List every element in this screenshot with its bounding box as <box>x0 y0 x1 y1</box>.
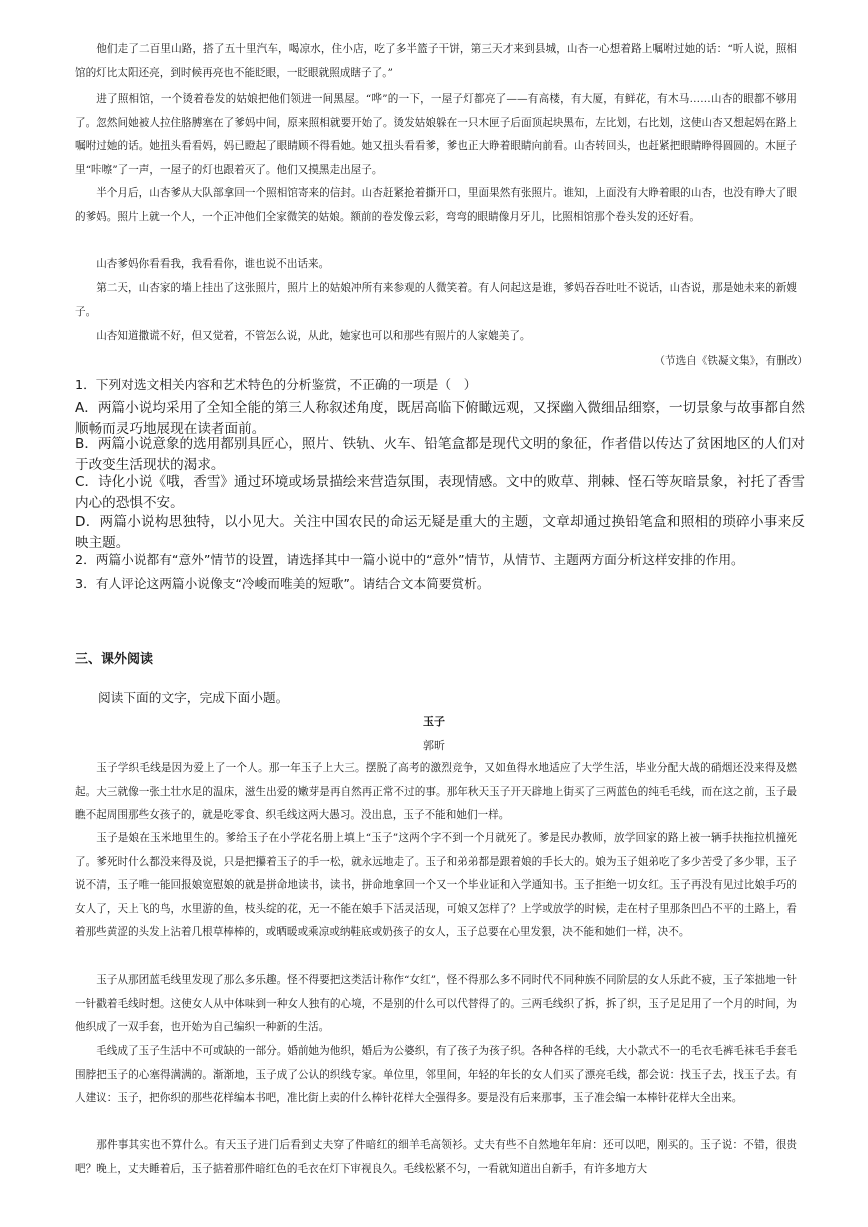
option-d: D．两篇小说构思独特，以小见大。关注中国农民的命运无疑是重大的主题，文章却通过换铅笔盒和照相的琐碎小事来反映主题。 <box>75 514 805 551</box>
passage1-paragraph-5: 第二天，山杏家的墙上挂出了这张照片，照片上的姑娘冲所有来参观的人微笑着。有人问起这是谁，爹妈吞吞吐吐不说话，山杏说，那是她未来的新嫂子。 <box>75 282 797 318</box>
passage1-paragraph-4: 山杏爹妈你看看我，我看看你，谁也说不出话来。 <box>96 258 330 270</box>
option-c: C．诗化小说《哦，香雪》通过环境或场景描绘来营造氛围，表现情感。文中的败草、荆棘、怪石等灰暗景象，衬托了香雪内心的恐惧不安。 <box>75 474 805 511</box>
story-title: 玉子 <box>423 715 445 728</box>
passage2-paragraph-5: 那件事其实也不算什么。有天玉子进门后看到丈夫穿了件暗红的细羊毛高领衫。丈夫有些不自然地年年肩：还可以吧，刚买的。玉子说：不错，很贵吧？晚上，丈夫睡着后，玉子掂着那件暗红色的毛衣在灯下审视良久。毛线松紧不匀，一看就知道出自新手，有许多地方大 <box>75 1139 797 1175</box>
option-b: B．两篇小说意象的选用都别具匠心，照片、铁轨、火车、铅笔盒都是现代文明的象征，作者借以传达了贫困地区的人们对于改变生活现状的渴求。 <box>75 436 805 473</box>
passage1-paragraph-2: 进了照相馆，一个烫着卷发的姑娘把他们领进一间黑屋。“哗”的一下，一屋子灯都亮了——有高楼，有大厦，有鲜花，有木马……山杏的眼都不够用了。忽然间她被人拉住胳膊塞在了爹妈中间，原来照相就要开始了。烫发姑娘躲在一只木匣子后面顶起块黑布，左比划，右比划，这使山杏又想起妈在路上嘱咐过她的话。她扭头看看妈，妈已瞪起了眼睛顾不得看她。她又扭头看看爹，爹也正大睁着眼睛向前看。山杏转回头，也赶紧把眼睛睁得圆圆的。木匣子里“咔嚓”了一声，一屋子的灯也跟着灭了。他们又摸黑走出屋子。 <box>75 93 797 176</box>
reading-instruction: 阅读下面的文字，完成下面小题。 <box>98 690 289 705</box>
passage1-paragraph-6: 山杏知道撒谎不好，但又觉着，不管怎么说，从此，她家也可以和那些有照片的人家媲美了。 <box>96 330 531 342</box>
passage1-paragraph-3: 半个月后，山杏爹从大队部拿回一个照相馆寄来的信封。山杏赶紧抢着撕开口，里面果然有张照片。谁知，上面没有大睁着眼的山杏，也没有睁大了眼的爹妈。照片上就一个人，一个正冲他们全家微笑的姑娘。额前的卷发像云彩，弯弯的眼睛像月牙儿，比照相馆那个卷头发的还好看。 <box>75 187 797 223</box>
question-3: 3．有人评论这两篇小说像支“冷峻而唯美的短歌”。请结合文本简要赏析。 <box>75 576 490 591</box>
question-1: 1．下列对选文相关内容和艺术特色的分析鉴赏，不正确的一项是（ ） <box>75 377 477 392</box>
passage2-paragraph-3: 玉子从那团蓝毛线里发现了那么多乐趣。怪不得要把这类活计称作“女红”，怪不得那么多不同时代不同种族不同阶层的女人乐此不疲，玉子笨拙地一针一针戳着毛线时想。这使女人从中体味到一种女人独有的心境，不是别的什么可以代替得了的。三两毛线织了拆，拆了织，玉子足足用了一个月的时间，为他织成了一双手套，也开始为自己编织一种新的生活。 <box>75 974 797 1034</box>
section-heading: 三、课外阅读 <box>75 652 154 667</box>
passage2-paragraph-1: 玉子学织毛线是因为爱上了一个人。那一年玉子上大三。摆脱了高考的激烈竞争，又如鱼得水地适应了大学生活，毕业分配大战的硝烟还没来得及燃起。大三就像一张土壮水足的温床，滋生出爱的嫩芽是再自然再正常不过的事。那年秋天玉子开天辟地上街买了三两蓝色的纯毛毛线，而在这之前，玉子最瞧不起周围那些女孩子的，就是吃零食、织毛线这两大愚习。没出息，玉子不能和她们一样。 <box>75 762 797 822</box>
passage1-paragraph-1: 他们走了二百里山路，搭了五十里汽车，喝凉水，住小店，吃了多半篮子干饼，第三天才来到县城，山杏一心想着路上嘱咐过她的话：“听人说，照相馆的灯比太阳还亮，到时候再亮也不能眨眼，一眨眼就照成瞎子了。” <box>75 43 797 79</box>
passage2-paragraph-2: 玉子是娘在玉米地里生的。爹给玉子在小学花名册上填上“玉子”这两个字不到一个月就死了。爹是民办教师，放学回家的路上被一辆手扶拖拉机撞死了。爹死时什么都没来得及说，只是把攥着玉子的手一松，就永远地走了。玉子和弟弟都是跟着娘的手长大的。娘为玉子姐弟吃了多少苦受了多少罪，玉子说不清，玉子唯一能回报娘宽慰娘的就是拼命地读书，读书，拼命地拿回一个又一个毕业证和入学通知书。玉子拒绝一切女红。玉子再没有见过比娘手巧的女人了，天上飞的鸟，水里游的鱼，枝头绽的花，无一不能在娘手下活灵活现，可娘又怎样了？上学或放学的时候，走在村子里那条凹凸不平的土路上，看着那些黄涩的头发上沾着几根草棒棒的，或晒暖或乘凉或纳鞋底或奶孩子的女人，玉子总要在心里发狠，决不能和她们一样，决不。 <box>75 832 797 939</box>
story-author: 郭昕 <box>423 739 445 752</box>
option-a: A．两篇小说均采用了全知全能的第三人称叙述角度，既居高临下俯瞰远观，又探幽入微细品细察，一切景象与故事都自然顺畅而灵巧地展现在读者面前。 <box>75 400 805 437</box>
source-citation: （节选自《铁凝文集》，有删改） <box>654 355 808 367</box>
question-2: 2．两篇小说都有“意外”情节的设置，请选择其中一篇小说中的“意外”情节，从情节、主题两方面分析这样安排的作用。 <box>75 552 744 567</box>
passage2-paragraph-4: 毛线成了玉子生活中不可或缺的一部分。婚前她为他织，婚后为公婆织，有了孩子为孩子织。各种各样的毛线，大小款式不一的毛衣毛裤毛袜毛手套毛围脖把玉子的心塞得满满的。渐渐地，玉子成了公认的织线专家。单位里，邻里间，年轻的年长的女人们买了漂亮毛线，都会说：找玉子去，找玉子去。有人建议：玉子，把你织的那些花样编本书吧，准比街上卖的什么棒针花样大全强得多。要是没有后来那事，玉子准会编一本棒针花样大全出来。 <box>75 1045 797 1105</box>
